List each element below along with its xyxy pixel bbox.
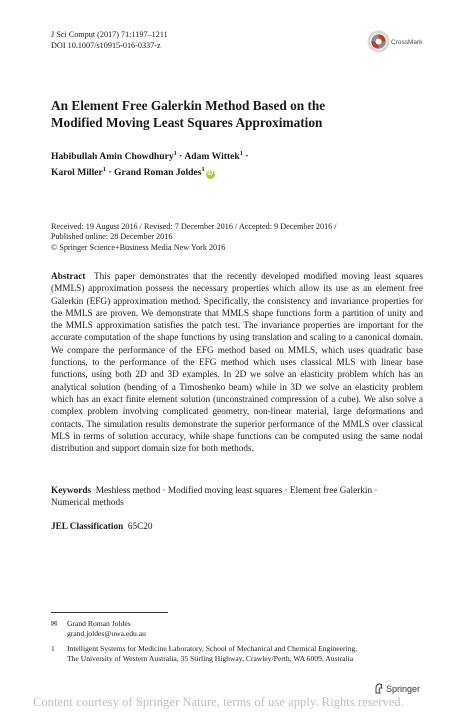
publisher-logo	[374, 683, 420, 694]
crossmark-badge[interactable]	[367, 30, 437, 54]
abstract	[51, 271, 423, 455]
author-affiliation-mark: 1	[173, 150, 177, 157]
springer-horse-icon	[374, 683, 384, 694]
affiliation-line-1: Intelligent Systems for Medicine Laboratory, School of Mechanical and Chemical Engineering,	[67, 644, 358, 654]
corresponding-author-note	[51, 619, 431, 638]
doi-link[interactable]: DOI 10.1007/s10915-016-0337-z	[51, 40, 161, 50]
keywords-label: Keywords	[51, 486, 92, 496]
jel-label: JEL Classification	[51, 522, 124, 532]
corresponding-author-email[interactable]: grand.joldes@uwa.edu.au	[67, 628, 146, 638]
keywords	[51, 485, 423, 510]
journal-header	[51, 30, 168, 51]
author-affiliation-mark: 1	[239, 150, 243, 157]
crossmark-icon	[367, 30, 390, 53]
author-separator: ·	[245, 151, 249, 163]
affiliation-mark: 1	[51, 644, 55, 654]
affiliation-line-2: The University of Western Australia, 35 Stirling Highway, Crawley/Perth, WA 6009, Australia	[67, 653, 354, 663]
author-separator: ·	[179, 151, 183, 163]
copyright-line: © Springer Science+Business Media New York 2016	[51, 242, 226, 252]
author-line-2	[51, 164, 431, 180]
email-icon: ✉	[51, 619, 58, 628]
affiliation-note	[51, 644, 431, 663]
author-line-1	[51, 148, 431, 164]
publication-dates	[51, 222, 441, 253]
corresponding-author-name: Grand Roman Joldes	[67, 619, 131, 628]
author-name[interactable]: Habibullah Amin Chowdhury	[51, 151, 174, 163]
author-list	[51, 148, 431, 179]
publisher-name: Springer	[386, 684, 421, 694]
keywords-line-1: Meshless method · Modified moving least squares · Element free Galerkin ·	[95, 486, 378, 496]
footnote-divider	[51, 612, 168, 613]
dates-line-2: Published online: 28 December 2016	[51, 232, 173, 242]
author-affiliation-mark: 1	[102, 165, 107, 173]
abstract-text: This paper demonstrates that the recently developed modified moving least squares (MMLS) approximation possess the necessary properties which allow its use as an element free Galerkin (EFG) approximation method. Specifically, the consistency and invariance properties for the MMLS are proven. We demonstrate that MMLS shape functions form a partition of unity and the MMLS approximation satisfies the patch test. The invariance properties are important for the accurate computation of the shape functions by using translation and scaling to a canonical domain. We compare the performance of the EFG method based on MMLS, which uses quadratic base functions, to the performance of the EFG method which uses classical MLS with linear base functions, using both 2D and 3D examples. In 2D we solve an elasticity problem which has an analytical solution (bending of a Timoshenko beam) while in 3D we solve an elasticity problem which has an exact finite element solution (unconstrained compression of a cube). We also solve a complex problem involving complicated geometry, non-linear material, large deformations and contacts. The simulation results demonstrate the superior performance of the MMLS over classical MLS in terms of solution accuracy, while shape functions can be computed using the same nodal distribution and support domain size for both methods.	[51, 272, 423, 455]
title-line-1: An Element Free Galerkin Method Based on the	[51, 98, 326, 113]
title-line-2: Modified Moving Least Squares Approximation	[51, 114, 323, 130]
paper-title	[51, 98, 431, 131]
keywords-line-2: Numerical methods	[51, 498, 124, 509]
dates-line-1: Received: 19 August 2016 / Revised: 7 December 2016 / Accepted: 9 December 2016 /	[51, 222, 337, 231]
author-name[interactable]: Adam Wittek	[184, 151, 240, 163]
jel-value: 65C20	[127, 522, 153, 532]
author-name[interactable]: Karol Miller	[51, 166, 103, 178]
abstract-label: Abstract	[51, 272, 86, 282]
footnotes	[51, 619, 431, 663]
jel-classification	[51, 521, 423, 533]
crossmark-label: CrossMark	[391, 39, 423, 46]
author-separator: ·	[108, 166, 112, 178]
journal-citation: J Sci Comput (2017) 71:1197–1211	[51, 30, 168, 39]
author-affiliation-mark: 1	[201, 165, 205, 173]
courtesy-watermark: Content courtesy of Springer Nature, terms of use apply. Rights reserved.	[33, 695, 404, 709]
orcid-icon[interactable]: iD	[207, 170, 214, 177]
author-name[interactable]: Grand Roman Joldes	[114, 166, 202, 178]
